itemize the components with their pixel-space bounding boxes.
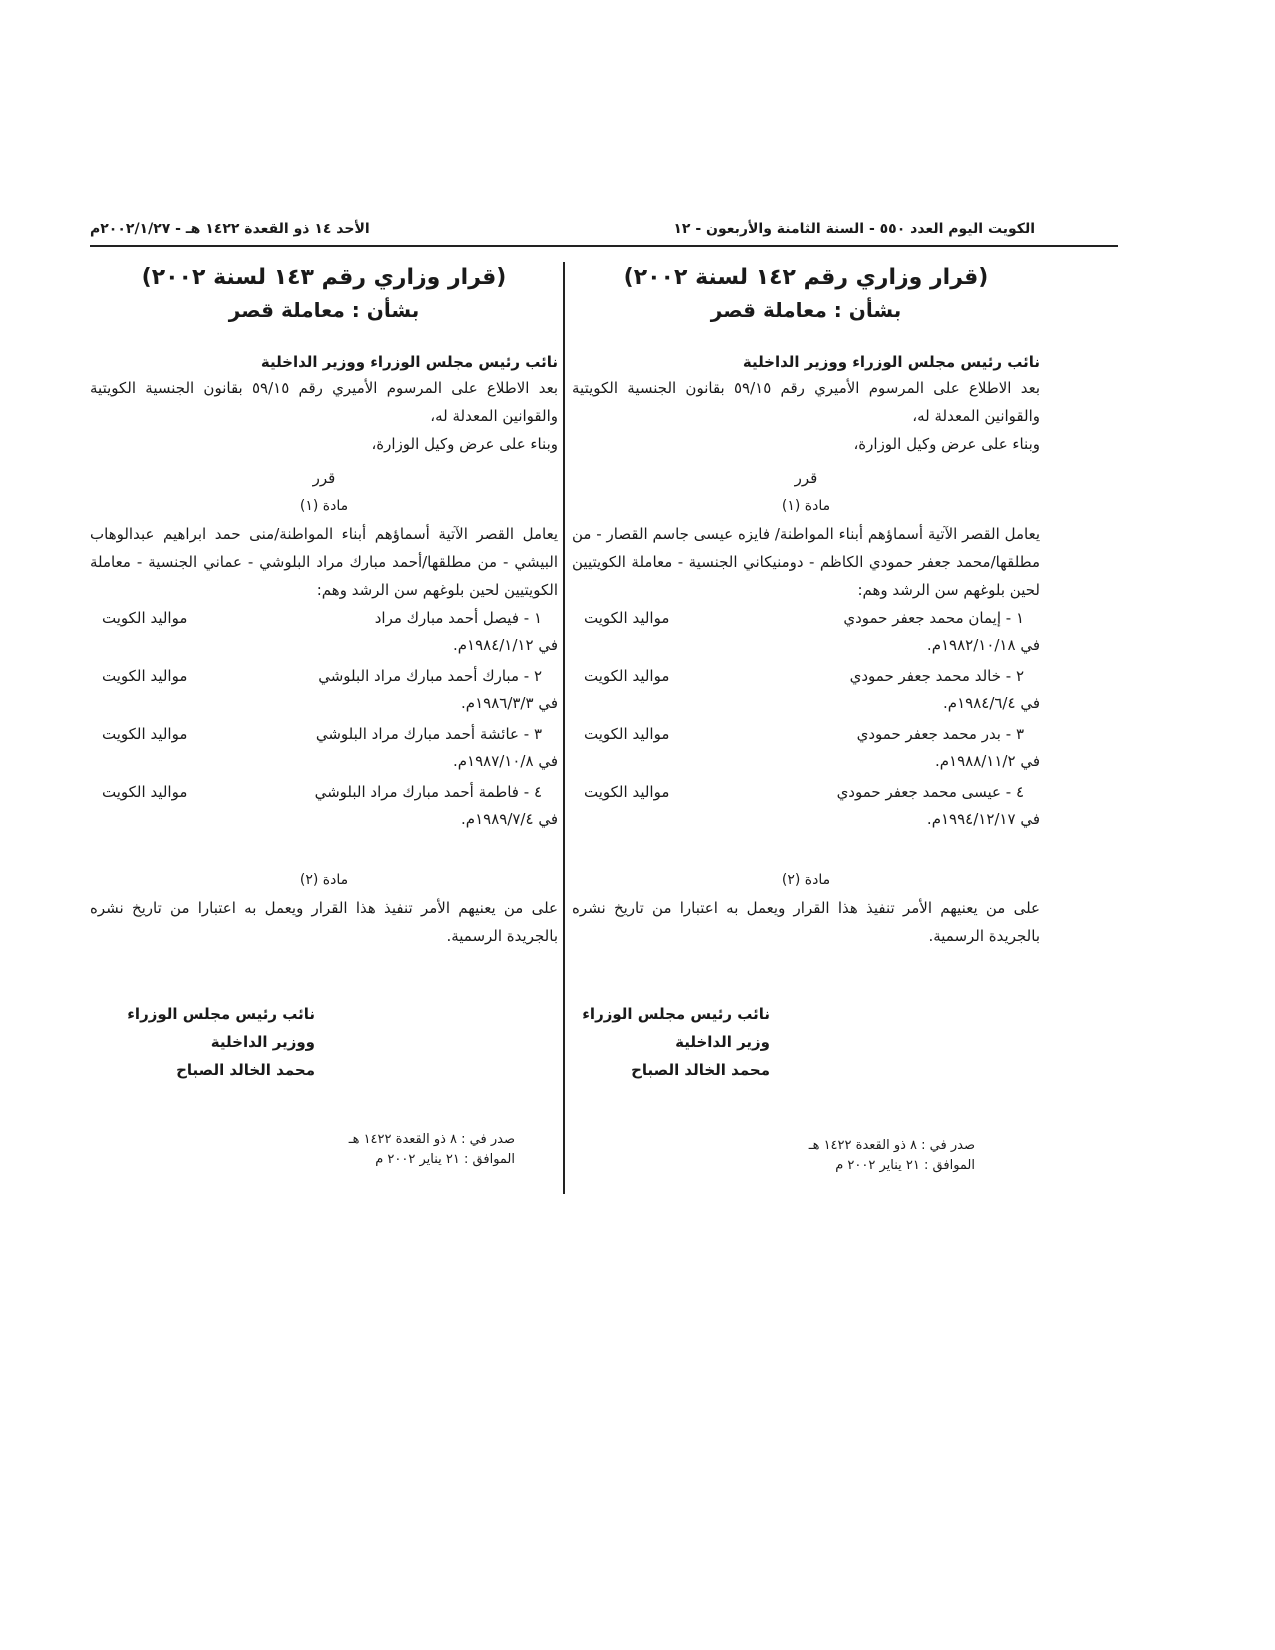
- child-birthplace: مواليد الكويت: [584, 609, 670, 627]
- preamble-line: بعد الاطلاع على المرسوم الأميري رقم ٥٩/١٥ بقانون الجنسية الكويتية والقوانين المعدلة له،: [572, 379, 1040, 425]
- article-2-text: على من يعنيهم الأمر تنفيذ هذا القرار ويعمل به اعتبارا من تاريخ نشره بالجريدة الرسمية.: [572, 899, 1040, 945]
- article-2-heading: مادة (٢): [781, 872, 831, 888]
- child-birthdate: في ١٩٨٤/١/١٢م.: [452, 636, 558, 654]
- decree-142-issued: [809, 1136, 975, 1176]
- child-birthdate: في ١٩٨٧/١٠/٨م.: [452, 752, 558, 770]
- child-birthplace: مواليد الكويت: [102, 725, 188, 743]
- child-name: ٣ - بدر محمد جعفر حمودي: [856, 725, 1024, 743]
- decree-143-issued: [349, 1130, 515, 1170]
- child-birthdate: في ١٩٩٤/١٢/١٧م.: [926, 810, 1040, 828]
- decided-heading: قرر: [794, 469, 818, 487]
- child-row: [90, 720, 558, 748]
- child-row: [572, 604, 1040, 632]
- child-birthplace: مواليد الكويت: [102, 667, 188, 685]
- signatory-title: نائب رئيس مجلس الوزراء: [582, 1005, 770, 1023]
- child-name: ٤ - عيسى محمد جعفر حمودي: [836, 783, 1024, 801]
- column-divider: [563, 262, 565, 1194]
- child-birthdate: في ١٩٨٨/١١/٢م.: [934, 752, 1040, 770]
- issued-hijri-date: صدر في : ٨ ذو القعدة ١٤٢٢ هـ: [808, 1138, 975, 1153]
- child-row: [572, 778, 1040, 806]
- issued-gregorian-date: الموافق : ٢١ يناير ٢٠٠٢ م: [375, 1152, 515, 1167]
- signatory-title: نائب رئيس مجلس الوزراء: [127, 1005, 315, 1023]
- decree-authority: نائب رئيس مجلس الوزراء ووزير الداخلية: [742, 353, 1040, 371]
- article-1-heading: مادة (١): [781, 498, 831, 514]
- article-2-heading: مادة (٢): [299, 872, 349, 888]
- decree-143-signature: [127, 1000, 315, 1084]
- signatory-office: وزير الداخلية: [675, 1033, 770, 1051]
- child-birthdate: في ١٩٨٦/٣/٣م.: [461, 694, 558, 712]
- child-name: ١ - فيصل أحمد مبارك مراد: [374, 609, 542, 627]
- header-issue-info: الكويت اليوم العدد ٥٥٠ - السنة الثامنة والأربعون - ١٢: [673, 221, 1035, 237]
- children-list: [90, 604, 558, 832]
- preamble-line: وبناء على عرض وكيل الوزارة،: [853, 435, 1040, 453]
- article-1-text: يعامل القصر الآتية أسماؤهم أبناء المواطنة/منى حمد ابراهيم عبدالوهاب البيشي - من مطلقها/أحمد مبارك مراد البلوشي - عماني الجنسية - معاملة الكويتيين لحين بلوغهم سن الرشد وهم:: [90, 525, 558, 599]
- preamble-line: بعد الاطلاع على المرسوم الأميري رقم ٥٩/١٥ بقانون الجنسية الكويتية والقوانين المعدلة له،: [90, 379, 558, 425]
- article-2-text: على من يعنيهم الأمر تنفيذ هذا القرار ويعمل به اعتبارا من تاريخ نشره بالجريدة الرسمية.: [90, 899, 558, 945]
- child-birthdate: في ١٩٨٢/١٠/١٨م.: [926, 636, 1040, 654]
- child-name: ٢ - خالد محمد جعفر حمودي: [849, 667, 1024, 685]
- decree-143-column: [90, 262, 558, 950]
- child-birthdate: في ١٩٨٩/٧/٤م.: [461, 810, 558, 828]
- child-name: ٤ - فاطمة أحمد مبارك مراد البلوشي: [314, 783, 542, 801]
- child-name: ١ - إيمان محمد جعفر حمودي: [843, 609, 1024, 627]
- child-row: [90, 662, 558, 690]
- preamble-line: وبناء على عرض وكيل الوزارة،: [371, 435, 558, 453]
- child-row: [572, 662, 1040, 690]
- child-row: [90, 604, 558, 632]
- issued-gregorian-date: الموافق : ٢١ يناير ٢٠٠٢ م: [835, 1158, 975, 1173]
- issued-hijri-date: صدر في : ٨ ذو القعدة ١٤٢٢ هـ: [348, 1132, 515, 1147]
- child-row: [572, 720, 1040, 748]
- child-birthplace: مواليد الكويت: [584, 725, 670, 743]
- child-birthplace: مواليد الكويت: [584, 783, 670, 801]
- decree-title: (قرار وزاري رقم ١٤٣ لسنة ٢٠٠٢): [141, 265, 507, 290]
- decided-heading: قرر: [312, 469, 336, 487]
- article-1-text: يعامل القصر الآتية أسماؤهم أبناء المواطنة/ فايزه عيسى جاسم القصار - من مطلقها/محمد جعفر حمودي الكاظم - دومنيكاني الجنسية - معاملة الكويتيين لحين بلوغهم سن الرشد وهم:: [572, 525, 1040, 599]
- child-birthdate: في ١٩٨٤/٦/٤م.: [943, 694, 1040, 712]
- article-1-heading: مادة (١): [299, 498, 349, 514]
- signatory-name: محمد الخالد الصباح: [631, 1061, 770, 1079]
- child-birthplace: مواليد الكويت: [102, 783, 188, 801]
- decree-authority: نائب رئيس مجلس الوزراء ووزير الداخلية: [260, 353, 558, 371]
- child-name: ٢ - مبارك أحمد مبارك مراد البلوشي: [318, 667, 542, 685]
- child-row: [90, 778, 558, 806]
- header-date: الأحد ١٤ ذو القعدة ١٤٢٢ هـ - ٢٠٠٢/١/٢٧م: [90, 221, 370, 237]
- signatory-name: محمد الخالد الصباح: [176, 1061, 315, 1079]
- decree-title: (قرار وزاري رقم ١٤٢ لسنة ٢٠٠٢): [623, 265, 989, 290]
- child-birthplace: مواليد الكويت: [102, 609, 188, 627]
- signatory-office: ووزير الداخلية: [210, 1033, 315, 1051]
- children-list: [572, 604, 1040, 832]
- child-birthplace: مواليد الكويت: [584, 667, 670, 685]
- decree-142-signature: [582, 1000, 770, 1084]
- child-name: ٣ - عائشة أحمد مبارك مراد البلوشي: [315, 725, 542, 743]
- decree-subtitle: بشأن : معاملة قصر: [710, 298, 902, 322]
- header-rule: [90, 245, 1118, 247]
- decree-subtitle: بشأن : معاملة قصر: [228, 298, 420, 322]
- decree-142-column: [572, 262, 1040, 950]
